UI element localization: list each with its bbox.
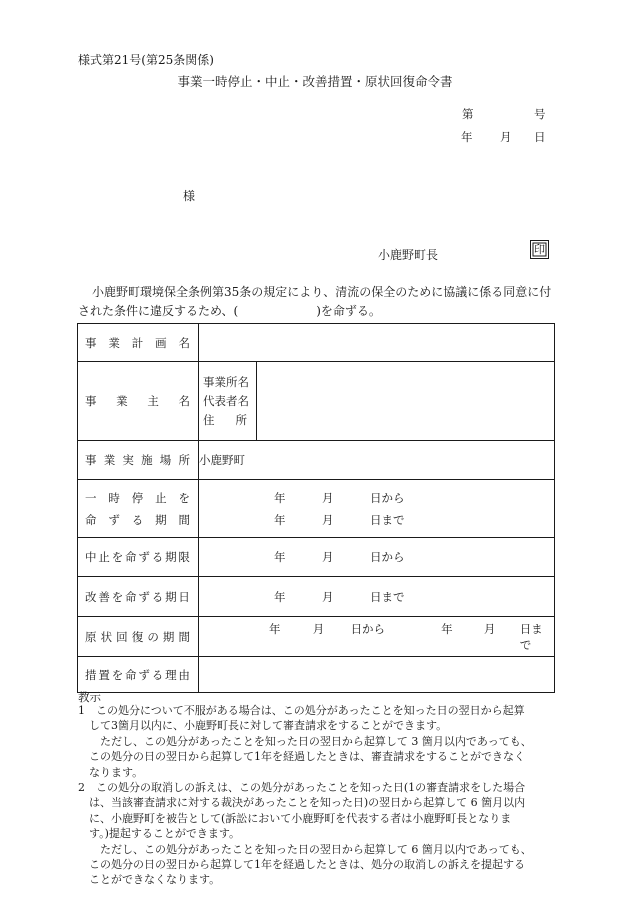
suspension-period-label-line-1 [85, 487, 198, 509]
day-from-label: 日から [370, 490, 405, 505]
address-label-char-2: 所 [235, 412, 247, 427]
label-char: 所 [178, 453, 190, 467]
label-char: 理 [165, 667, 177, 682]
label-char: 名 [178, 394, 190, 408]
month-label: 月 [322, 550, 334, 564]
label-char: 原 [85, 629, 97, 644]
label-char: ず [138, 550, 150, 564]
suspension-to-date [199, 509, 554, 531]
date-month-label: 月 [500, 130, 512, 144]
project-name-cell[interactable] [199, 324, 555, 362]
office-name-label: 事業所名 [203, 374, 249, 389]
year-label: 年 [269, 621, 281, 636]
label-char: 命 [125, 550, 137, 564]
body-text-line-2-start: された条件に違反するため、( [78, 304, 239, 318]
label-char: 業 [116, 394, 128, 408]
label-char: 事 [85, 335, 97, 350]
number-suffix: 号 [534, 107, 546, 121]
day-to-label: 日まで [519, 621, 543, 652]
address-label [203, 411, 247, 430]
label-char: 由 [178, 667, 190, 682]
document-title: 事業一時停止・中止・改善措置・原状回復命令書 [177, 74, 453, 89]
label-char: 施 [141, 453, 153, 467]
label-char: 命 [125, 589, 137, 604]
label-char: 停 [131, 490, 144, 505]
body-text-line-2-end: )を命ずる。 [316, 304, 381, 318]
label-char: 計 [131, 335, 144, 350]
label-char: 期 [162, 629, 175, 644]
day-to-label: 日まで [370, 512, 405, 527]
improvement-deadline-label-text [85, 589, 198, 605]
label-char: 期 [155, 512, 167, 527]
label-char: 止 [155, 490, 167, 505]
order-details-table [77, 323, 555, 693]
suspension-period-label [78, 480, 199, 538]
date-day-label: 日 [534, 130, 546, 144]
business-owner-input[interactable] [257, 362, 554, 440]
label-char: を [111, 667, 124, 682]
label-char: る [151, 589, 164, 604]
label-char: ず [138, 589, 150, 604]
project-site-cell[interactable]: 小鹿野町 [199, 441, 555, 480]
notes-line: は、当該審査請求に対する裁決があったことを知った日)の翌日から起算して 6 箇月以内 [78, 796, 526, 810]
label-char: 業 [103, 453, 116, 467]
month-label: 月 [322, 490, 334, 505]
label-char: 名 [178, 335, 190, 350]
label-char: ず [138, 667, 150, 682]
discontinue-deadline-label [78, 538, 199, 577]
label-char: 場 [159, 453, 172, 467]
number-prefix: 第 [462, 107, 474, 121]
year-label: 年 [274, 490, 286, 505]
project-site-label [78, 441, 199, 480]
notes-line: す。)提起することができます。 [78, 827, 241, 841]
notes-line: ただし、この処分があったことを知った日の翌日から起算して 3 箇月以内であっても、 [78, 734, 532, 748]
year-label: 年 [274, 512, 286, 527]
addressee-honorific: 様 [183, 189, 196, 203]
label-char: 日 [178, 589, 190, 604]
improvement-deadline-cell[interactable] [199, 577, 555, 617]
restoration-period-label [78, 617, 199, 657]
notes-line: ただし、この処分があったことを知った日の翌日から起算して 6 箇月以内であっても、 [78, 842, 532, 856]
label-char: 復 [131, 629, 144, 644]
label-char: 期 [165, 589, 177, 604]
suspension-from-date [199, 487, 554, 509]
label-char: る [131, 512, 144, 527]
notes-line: この処分の日の翌日から起算して1年を経過したときは、処分の取消しの訴えを提起する [78, 858, 525, 871]
label-char: ず [108, 512, 120, 527]
label-char: 措 [85, 667, 97, 682]
business-owner-cell [199, 362, 555, 441]
notes-line: ことができなくなります。 [78, 873, 221, 887]
year-label: 年 [441, 621, 453, 636]
notes-line: して3箇月以内に、小鹿野町長に対して審査請求をすることができます。 [78, 719, 448, 733]
suspension-period-label-line-2 [85, 509, 198, 531]
label-char: 限 [178, 550, 190, 564]
business-owner-label [78, 362, 199, 441]
day-from-label: 日から [370, 550, 405, 564]
label-char: 間 [178, 629, 190, 644]
label-char: 実 [122, 453, 134, 467]
address-label-char-1: 住 [203, 412, 215, 427]
month-label: 月 [322, 589, 334, 604]
label-char: を [111, 589, 124, 604]
order-reason-label-text [85, 667, 198, 683]
discontinue-deadline-cell[interactable] [199, 538, 555, 577]
body-text-line-2 [78, 302, 381, 319]
restoration-period-cell[interactable] [199, 617, 555, 657]
notes-line: 2 この処分の取消しの訴えは、この処分があったことを知った日(1の審査請求をした場合 [78, 781, 526, 794]
notes-line: この処分の日の翌日から起算して1年を経過したときは、審査請求をすることができなく [78, 750, 525, 764]
label-char: 時 [108, 490, 120, 505]
project-name-label-text [85, 335, 198, 351]
month-label: 月 [322, 512, 334, 527]
label-char: る [151, 550, 164, 564]
label-char: 事 [85, 394, 97, 408]
project-site-label-text [85, 452, 198, 468]
label-char: 改 [85, 589, 97, 604]
business-owner-sublabels [199, 362, 257, 440]
label-char: 中 [85, 550, 97, 564]
label-char: 命 [125, 667, 137, 682]
day-from-label: 日から [350, 621, 386, 636]
discontinue-deadline-label-text [85, 549, 198, 565]
notes-line: なります。 [78, 765, 144, 779]
order-reason-cell[interactable] [199, 657, 555, 693]
label-char: を [111, 550, 124, 564]
project-name-label [78, 324, 199, 362]
label-char: 事 [85, 453, 97, 467]
label-char: 止 [98, 550, 110, 564]
year-label: 年 [274, 550, 286, 564]
label-char: る [151, 667, 164, 682]
label-char: を [178, 490, 190, 505]
business-owner-label-text [85, 393, 198, 409]
day-to-label: 日まで [370, 589, 405, 604]
body-text-line-1: 小鹿野町環境保全条例第35条の規定により、清流の保全のために協議に係る同意に付 [92, 285, 552, 299]
label-char: 間 [178, 512, 190, 527]
date-year-label: 年 [461, 130, 473, 144]
issuer-name: 小鹿野町長 [378, 248, 439, 262]
label-char: 善 [98, 589, 110, 604]
label-char: 業 [108, 335, 120, 350]
month-label: 月 [312, 621, 325, 636]
label-char: の [147, 629, 159, 644]
restoration-period-label-text [85, 629, 198, 645]
suspension-period-cell[interactable] [199, 480, 555, 538]
notes-line: 1 この処分について不服がある場合は、この処分があったことを知った日の翌日から起算 [78, 704, 525, 717]
label-char: 期 [165, 550, 177, 564]
notes-heading: 教示 [78, 690, 101, 704]
seal-mark: 印 [530, 240, 549, 259]
month-label: 月 [483, 621, 496, 636]
label-char: 主 [147, 394, 159, 408]
label-char: 画 [155, 335, 167, 350]
label-char: 置 [98, 667, 110, 682]
year-label: 年 [274, 589, 286, 604]
label-char: 状 [100, 629, 113, 644]
label-char: 回 [116, 629, 128, 644]
label-char: 一 [85, 490, 97, 505]
notes-line: に、小鹿野町を被告として(訴訟において小鹿野町を代表する者は小鹿野町長となりま [78, 811, 512, 825]
form-number: 様式第21号(第25条関係) [78, 53, 214, 67]
improvement-deadline-label [78, 577, 199, 617]
label-char: 命 [85, 512, 97, 527]
order-reason-label [78, 657, 199, 693]
representative-name-label: 代表者名 [203, 393, 249, 408]
